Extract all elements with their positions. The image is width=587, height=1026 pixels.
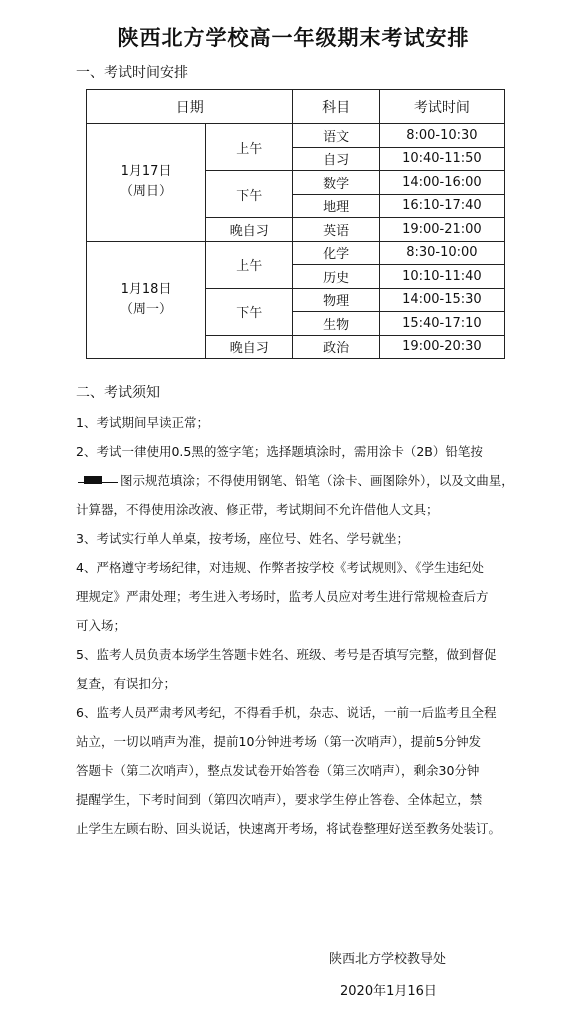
time-cell: 10:10-11:40 [379,265,504,289]
period-cell: 上午 [206,241,293,288]
rule-4-line1: 4、严格遵守考场纪律，对违规、作弊者按学校《考试规则》、《学生违纪处 [76,560,484,575]
weekday-text: （周一） [120,301,173,317]
time-cell: 8:30-10:00 [379,241,504,265]
period-cell: 上午 [206,124,293,171]
subject-cell: 英语 [293,218,379,242]
period-cell: 下午 [206,288,293,335]
issuer-signature: 陕西北方学校教导处 [329,952,447,967]
exam-rules [76,408,521,843]
rule-6-line2: 站立，一切以哨声为准，提前10分钟进考场（第一次哨声），提前5分钟发 [76,734,482,749]
table-row [87,241,505,265]
rule-6-line3: 答题卡（第二次哨声），整点发试卷开始答卷（第三次哨声），剩余30分钟 [76,763,480,778]
subject-cell: 数学 [293,171,379,195]
rule-3: 3、考试实行单人单桌，按考场，座位号、姓名、学号就坐； [76,531,409,546]
period-cell: 晚自习 [206,218,293,242]
header-time: 考试时间 [379,90,504,124]
date-text: 1月17日 [120,164,172,180]
header-subject: 科目 [293,90,379,124]
table-row [87,124,505,148]
page-title: 陕西北方学校高一年级期末考试安排 [117,25,470,50]
weekday-text: （周日） [120,184,173,200]
table-header-row [87,90,505,124]
time-cell: 14:00-15:30 [379,288,504,312]
subject-cell: 地理 [293,194,379,218]
filled-bubble-example-icon [78,481,118,483]
exam-schedule-table [86,89,505,359]
rule-6-line1: 6、监考人员严肃考风考纪，不得看手机，杂志、说话，一前一后监考且全程 [76,705,497,720]
rule-4-line2: 理规定》严肃处理；考生进入考场时，监考人员应对考生进行常规检查后方 [76,589,489,604]
rule-5-line2: 复查，有误扣分； [76,676,177,691]
rule-2-line3: 计算器，不得使用涂改液、修正带，考试期间不允许借他人文具； [76,502,439,517]
period-cell: 下午 [206,171,293,218]
rule-4-line3: 可入场； [76,618,127,633]
subject-cell: 物理 [293,288,379,312]
subject-cell: 语文 [293,124,379,148]
time-cell: 15:40-17:10 [379,312,504,336]
rule-6-line5: 止学生左顾右盼、回头说话，快速离开考场，将试卷整理好送至教务处装订。 [76,821,502,836]
date-text: 1月18日 [120,281,172,297]
rule-2-line2 [76,466,521,495]
date-cell-day1 [87,124,206,242]
header-date: 日期 [87,90,293,124]
rule-2-line1: 2、考试一律使用0.5黑的签字笔；选择题填涂时，需用涂卡（2B）铅笔按 [76,444,483,459]
period-cell: 晚自习 [206,335,293,359]
subject-cell: 历史 [293,265,379,289]
time-cell: 16:10-17:40 [379,194,504,218]
section-heading-rules: 二、考试须知 [76,385,160,401]
subject-cell: 政治 [293,335,379,359]
time-cell: 8:00-10:30 [379,124,504,148]
time-cell: 10:40-11:50 [379,147,504,171]
date-cell-day2 [87,241,206,359]
rule-2-line2-text: 图示规范填涂；不得使用钢笔、铅笔（涂卡、画图除外），以及文曲星， [120,473,514,488]
time-cell: 14:00-16:00 [379,171,504,195]
time-cell: 19:00-21:00 [379,218,504,242]
rule-6-line4: 提醒学生，下考时间到（第四次哨声），要求学生停止答卷、全体起立，禁 [76,792,483,807]
subject-cell: 化学 [293,241,379,265]
rule-1: 1、考试期间早读正常； [76,415,209,430]
section-heading-schedule: 一、考试时间安排 [76,65,188,81]
issue-date: 2020年1月16日 [340,984,437,999]
subject-cell: 生物 [293,312,379,336]
time-cell: 19:00-20:30 [379,335,504,359]
rule-5-line1: 5、监考人员负责本场学生答题卡姓名、班级、考号是否填写完整，做到督促 [76,647,497,662]
subject-cell: 自习 [293,147,379,171]
